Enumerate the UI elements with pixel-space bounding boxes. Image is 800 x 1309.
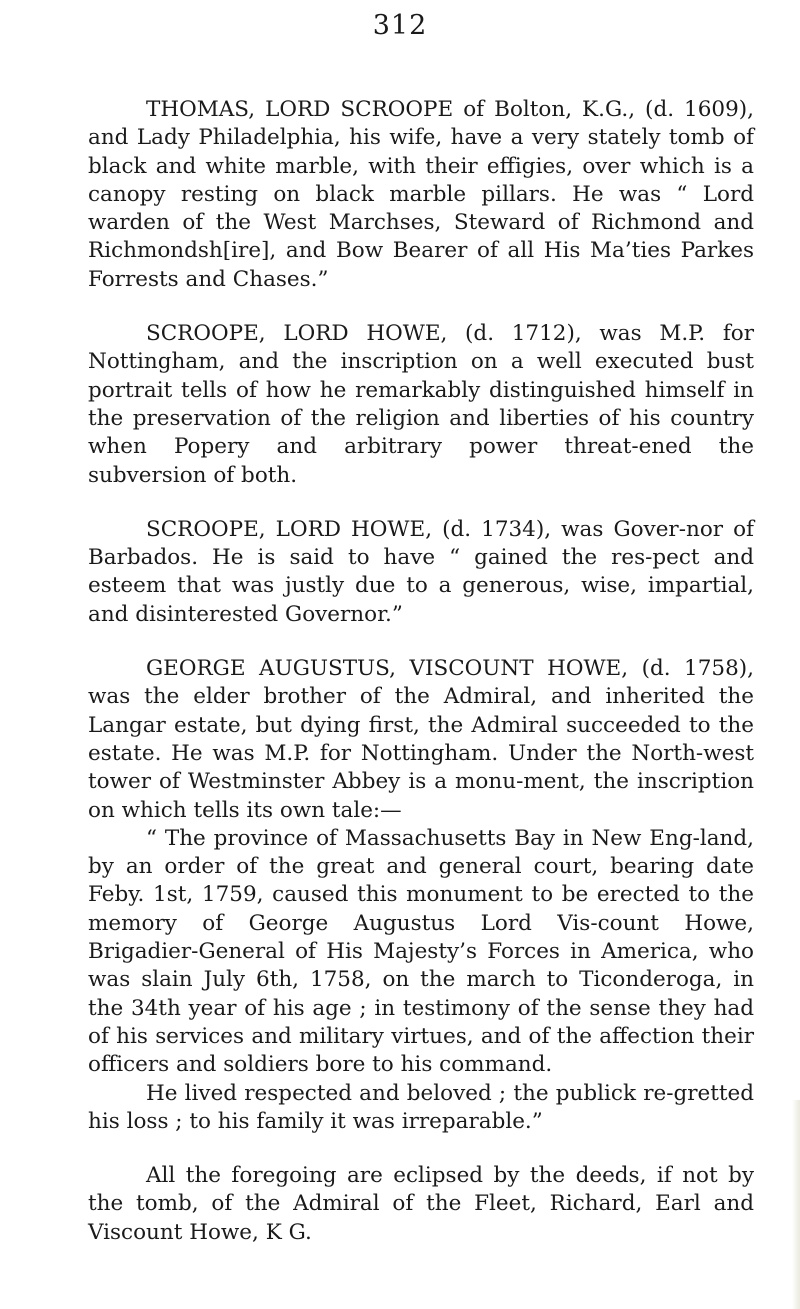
paragraph-thomas-lord-scroope: THOMAS, LORD SCROOPE of Bolton, K.G., (d. 1609), and Lady Philadelphia, his wife, have a very stately tomb of black and white marble, with their effigies, over which is a canopy resting on black marble pillars. He was “ Lord warden of the West Marchses, Steward of Richmond and Richmondsh[ire], and Bow Bearer of all His Ma’ties Parkes Forrests and Chases.” [88,97,754,292]
paragraph-scroope-lord-howe-1712: SCROOPE, LORD HOWE, (d. 1712), was M.P. for Nottingham, and the inscription on a well executed bust portrait tells of how he remarkably distinguished himself in the preservation of the religion and liberties of his country when Popery and arbitrary power threat-ened the subversion of both. [88,321,754,488]
paragraph-scroope-lord-howe-1734: SCROOPE, LORD HOWE, (d. 1734), was Gover-nor of Barbados. He is said to have “ gained the res-pect and esteem that was justly due to a generous, wise, impartial, and disinterested Governor.” [88,516,754,627]
paragraph-george-augustus-viscount-howe: GEORGE AUGUSTUS, VISCOUNT HOWE, (d. 1758), was the elder brother of the Admiral, and inherited the Langar estate, but dying first, the Admiral succeeded to the estate. He was M.P. for Nottingham. Under the North-west tower of Westminster Abbey is a monu-ment, the inscription on which tells its own tale:— [88,656,754,823]
page-edge-shadow [792,1100,800,1309]
paragraph-inscription-closing: He lived respected and beloved ; the publick re-gretted his loss ; to his family it was irreparable.” [88,1080,754,1134]
page-number: 312 [372,10,428,41]
paragraph-admiral-howe: All the foregoing are eclipsed by the deeds, if not by the tomb, of the Admiral of the Fleet, Richard, Earl and Viscount Howe, K G. [88,1163,754,1245]
page-body [88,96,754,1247]
paragraph-inscription-quote: “ The province of Massachusetts Bay in New Eng-land, by an order of the great and general court, bearing date Feby. 1st, 1759, caused this monument to be erected to the memory of George Augustus Lord Vis-count Howe, Brigadier-General of His Majesty’s Forces in America, who was slain July 6th, 1758, on the march to Ticonderoga, in the 34th year of his age ; in testimony of the sense they had of his services and military virtues, and of the affection their officers and soldiers bore to his command. [88,825,754,1078]
